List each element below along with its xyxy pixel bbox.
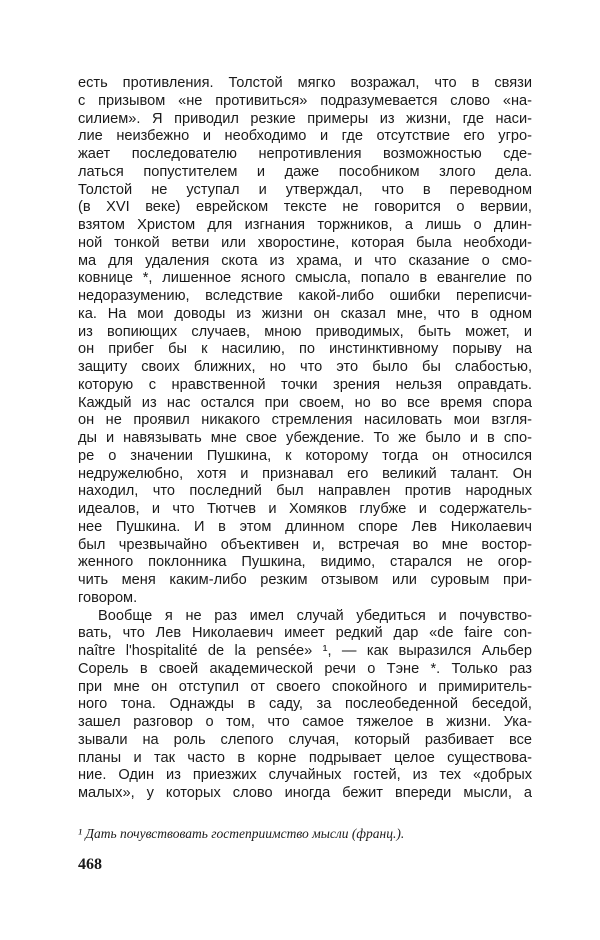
- paragraph: [78, 75, 532, 608]
- text-line: защиту своих ближних, но что это было бы слабостью,: [78, 359, 532, 375]
- text-line: чить меня каким-либо резким отзывом или суровым при-: [78, 572, 532, 588]
- text-line: латься попустителем и даже пособником злого дела.: [78, 163, 532, 180]
- text-line: силием». Я приводил резкие примеры из жизни, где наси-: [78, 110, 532, 127]
- text-line: есть противления. Толстой мягко возражал, что в связи: [78, 75, 532, 91]
- text-line: с призывом «не противиться» подразумевается слово «на-: [78, 92, 532, 109]
- text-line: недружелюбно, хотя и признавал его великий талант. Он: [78, 465, 532, 482]
- text-line: жает последователю непротивления возможностью сде-: [78, 146, 532, 162]
- footnote: ¹ Дать почувствовать гостеприимство мысли (франц.).: [78, 826, 405, 841]
- text-line: женного поклонника Пушкина, видимо, старался не огор-: [78, 554, 532, 571]
- text-line: ды и навязывать мне свое убеждение. То же было и в спо-: [78, 430, 532, 446]
- text-line: при мне он отступил от своего спокойного и примиритель-: [78, 678, 532, 695]
- page-number: 468: [78, 856, 102, 873]
- text-line: naître l'hospitalité de la pensée» ¹, — как выразился Альбер: [78, 643, 532, 659]
- text-line: ка. На мои доводы из жизни он сказал мне, что в одном: [78, 305, 532, 322]
- text-line: Сорель в своей академической речи о Тэне *. Только раз: [78, 660, 532, 677]
- body-text: [78, 75, 532, 803]
- text-line: из вопиющих случаев, мною приводимых, быть может, и: [78, 323, 532, 340]
- text-line: недоразумению, вследствие какой-либо ошибки переписчи-: [78, 288, 532, 304]
- text-line: он прибег бы к насилию, по инстинктивному порыву на: [78, 341, 532, 358]
- text-line: (в XVI веке) еврейском тексте не говорится о вервии,: [78, 199, 532, 216]
- text-line: зывали на роль слепого случая, который разбивает все: [78, 731, 532, 748]
- text-line: лие неизбежно и необходимо и где отсутствие его угро-: [78, 128, 532, 145]
- text-line: ной тонкой ветви или хворостине, которая была необходи-: [78, 234, 532, 251]
- text-line: взятом Христом для изгнания торжников, а лишь о длин-: [78, 217, 532, 233]
- text-line: идеалов, и что Тютчев и Хомяков глубже и содержатель-: [78, 501, 532, 517]
- text-line: находил, что последний был направлен против народных: [78, 483, 532, 500]
- text-line: он не проявил никакого стремления насиловать мои взгля-: [78, 412, 532, 429]
- text-line: говором.: [78, 589, 138, 606]
- text-line: планы и так часто в корне подрывает целое существова-: [78, 749, 532, 766]
- text-line: зашел разговор о том, что самое тяжелое в жизни. Ука-: [78, 714, 532, 730]
- text-line: которую с нравственной точки зрения нельзя оправдать.: [78, 376, 532, 393]
- text-line: был чрезвычайно объективен и, встречая во мне востор-: [78, 536, 532, 553]
- text-line: ние. Один из приезжих случайных гостей, из тех «добрых: [78, 767, 532, 784]
- text-line: нее Пушкина. И в этом длинном споре Лев Николаевич: [78, 518, 532, 535]
- text-line: ного тона. Однажды в саду, за послеобеденной беседой,: [78, 696, 532, 713]
- text-line: малых», у которых слово иногда бежит впереди мысли, а: [78, 785, 532, 801]
- text-line: вать, что Лев Николаевич имеет редкий дар «de faire con-: [78, 625, 532, 642]
- paragraph: [78, 608, 532, 803]
- text-line: ре о значении Пушкина, к которому тогда он относился: [78, 447, 532, 464]
- text-line: Вообще я не раз имел случай убедиться и почувство-: [98, 607, 532, 624]
- text-line: Толстой не уступал и утверждал, что в переводном: [78, 181, 532, 198]
- text-line: ковнице *, лишенное ясного смысла, попало в евангелие по: [78, 270, 532, 287]
- text-line: ма для удаления скота из храма, и что сказание о смо-: [78, 252, 532, 269]
- text-line: Каждый из нас остался при своем, но во все время спора: [78, 394, 532, 411]
